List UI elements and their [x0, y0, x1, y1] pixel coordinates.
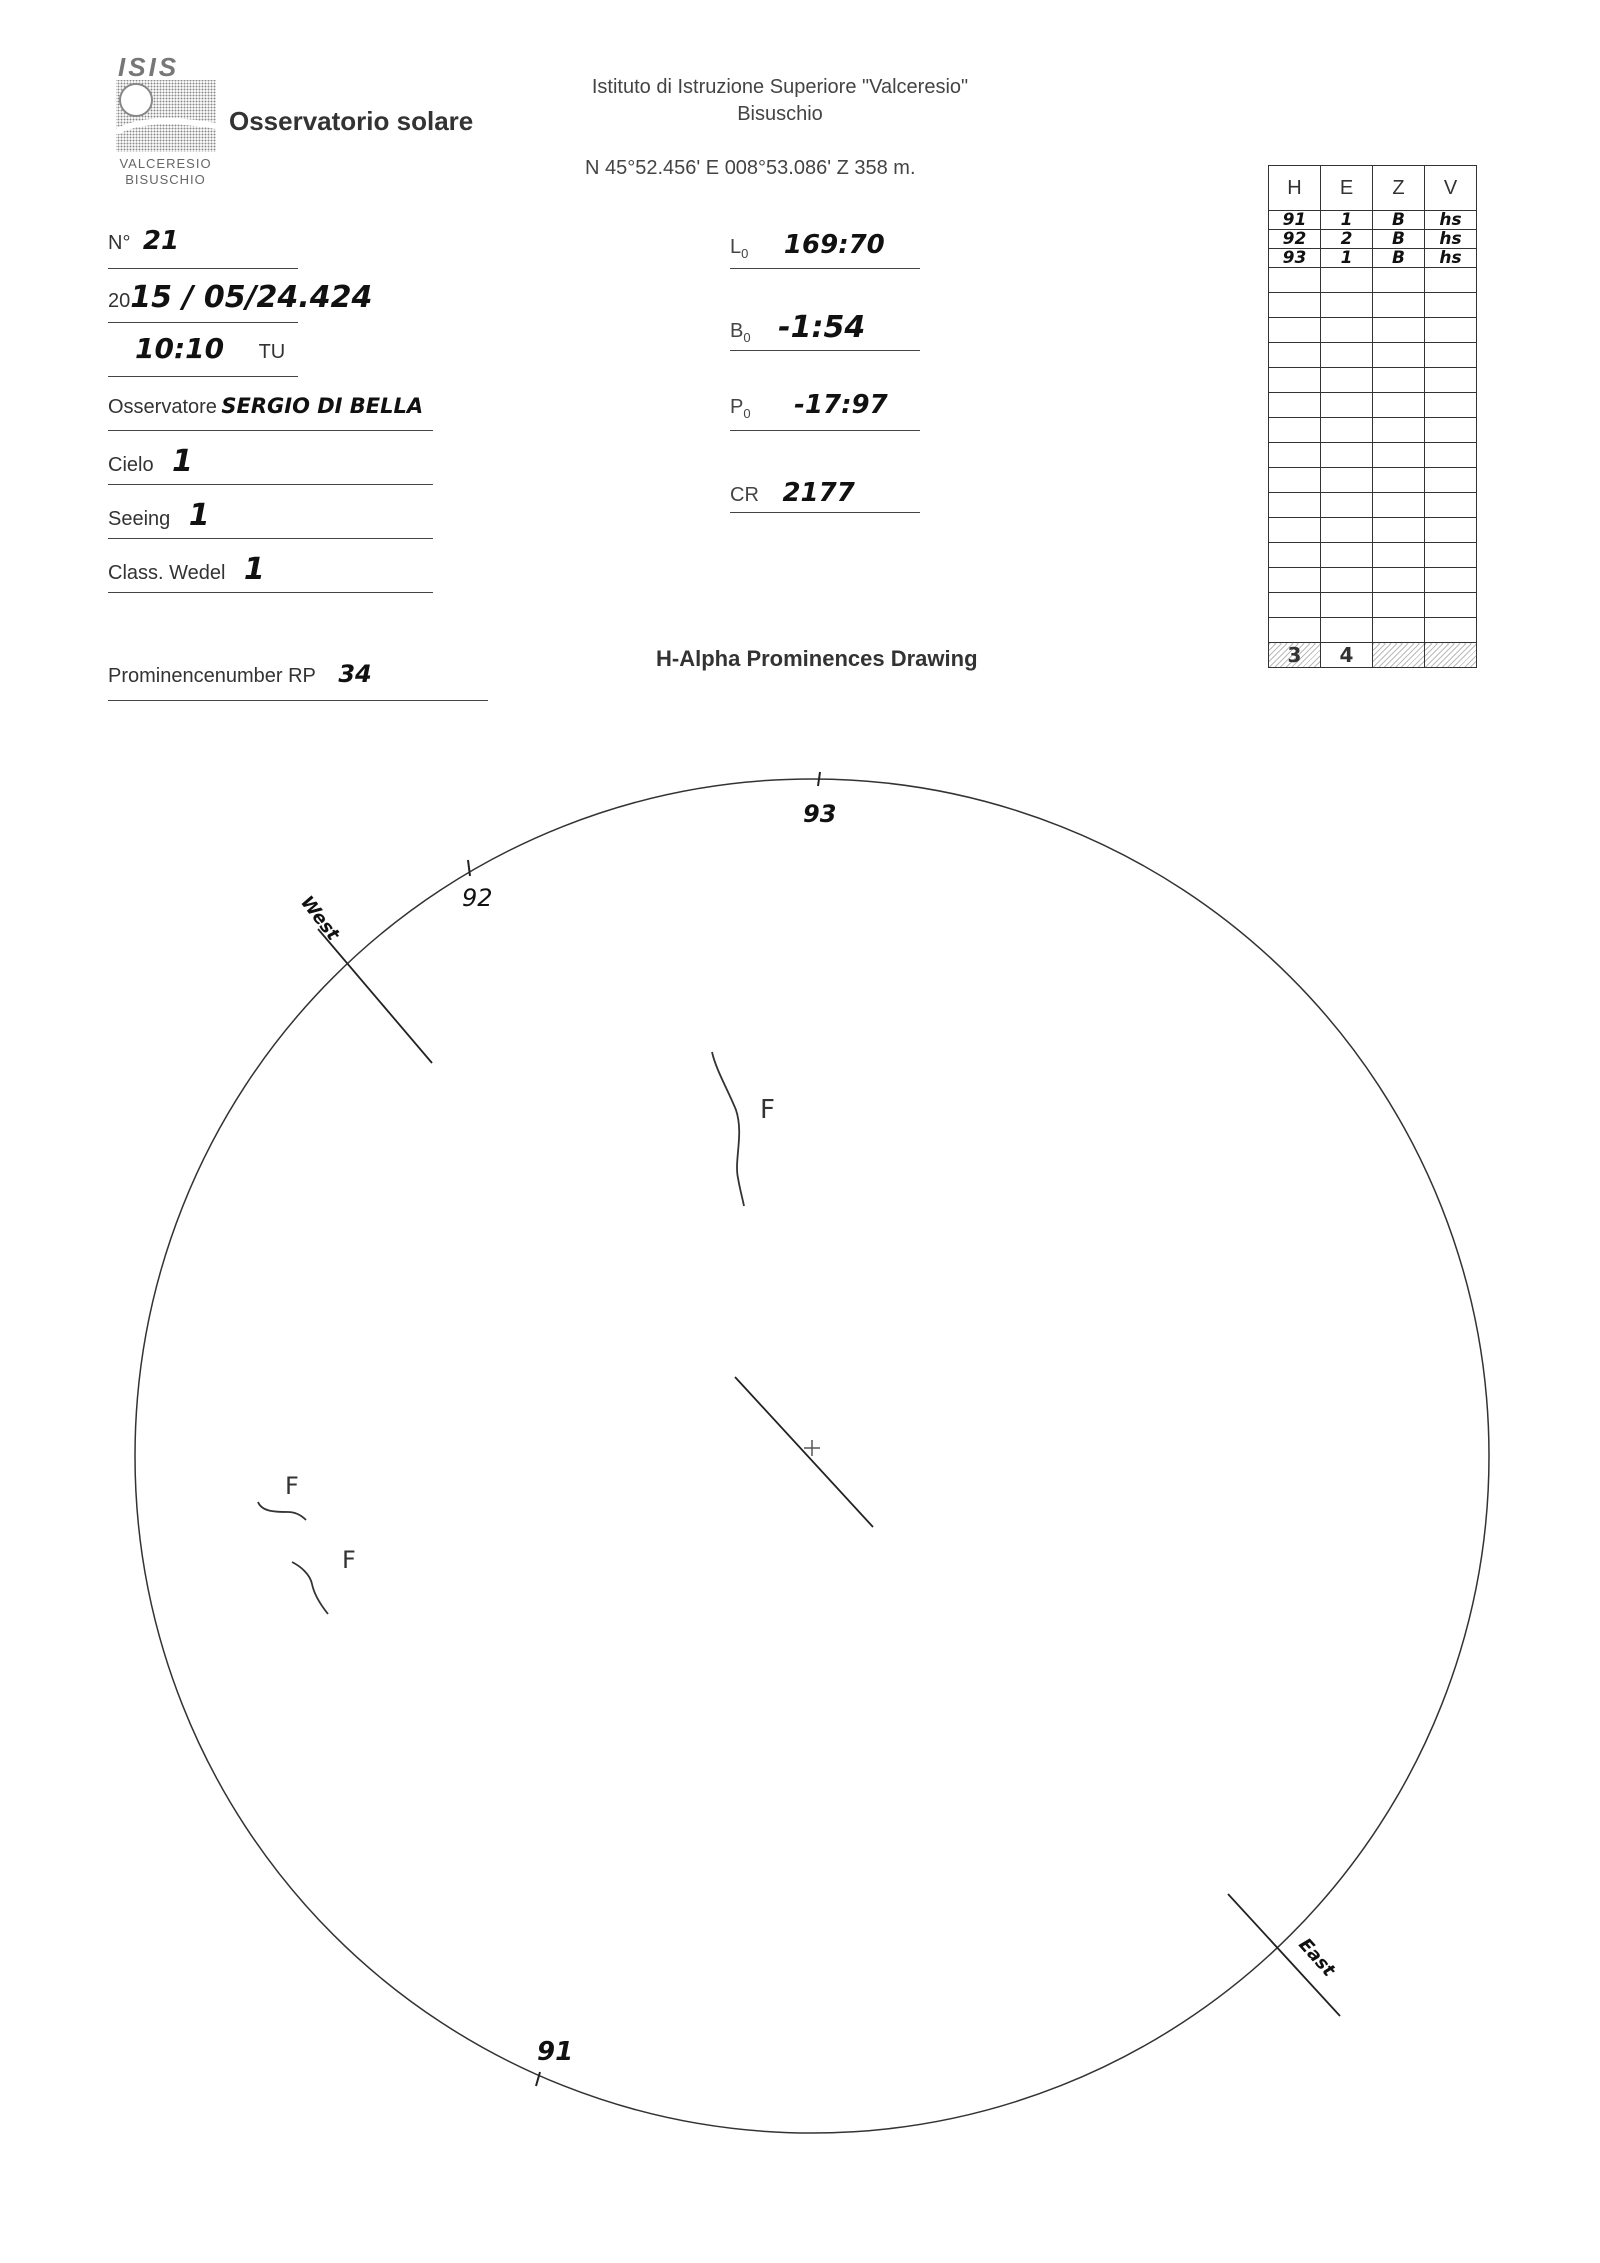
seeing-label: Seeing — [108, 508, 171, 530]
table-total-cell: 4 — [1321, 643, 1373, 668]
observatory-title: Osservatorio solare — [229, 106, 474, 136]
l0-value: 169:70 — [783, 230, 885, 260]
prominence-label-92: 92 — [462, 884, 493, 912]
prominence-label-93: 93 — [803, 800, 837, 828]
observer-value: SERGIO DI BELLA — [221, 394, 424, 418]
sky-value: 1 — [172, 444, 193, 479]
institute-town: Bisuschio — [737, 103, 823, 125]
filament — [712, 1052, 744, 1206]
table-cell: 2 — [1321, 230, 1373, 249]
logo-subtitle: VALCERESIO — [119, 156, 212, 171]
table-header: H — [1269, 166, 1321, 211]
sky-label: Cielo — [108, 454, 154, 476]
number-value: 21 — [142, 226, 180, 256]
p0-sub: 0 — [743, 406, 751, 421]
prominence-label-91: 91 — [537, 2037, 574, 2067]
l0-label: L — [730, 236, 742, 258]
prominence-label: Prominencenumber RP — [108, 665, 316, 687]
east-marker: East — [1294, 1934, 1340, 1981]
table-cell: hs — [1425, 230, 1477, 249]
table-total-cell: 3 — [1269, 643, 1321, 668]
rotation-axis-line — [735, 1377, 873, 1527]
l0-sub: 0 — [741, 246, 749, 261]
table-cell: 93 — [1269, 249, 1321, 268]
table-cell: hs — [1425, 249, 1477, 268]
date-value: 15 / 05/24.424 — [130, 280, 373, 315]
observer-label: Osservatore — [108, 396, 217, 418]
wedel-label: Class. Wedel — [108, 562, 226, 584]
filament-label: F — [342, 1546, 356, 1574]
cr-value: 2177 — [782, 478, 855, 508]
drawing-title: H-Alpha Prominences Drawing — [656, 646, 978, 671]
time-value: 10:10 — [135, 332, 225, 365]
table-cell: B — [1373, 249, 1425, 268]
number-label: N° — [108, 232, 131, 254]
table-cell: 1 — [1321, 211, 1373, 230]
b0-value: -1:54 — [778, 310, 866, 345]
table-header: E — [1321, 166, 1373, 211]
wedel-value: 1 — [243, 552, 265, 587]
filament-label: F — [285, 1472, 299, 1500]
filament — [258, 1502, 306, 1520]
filament — [292, 1562, 328, 1614]
table-cell: hs — [1425, 211, 1477, 230]
west-marker: West — [296, 892, 344, 945]
logo-subtitle: BISUSCHIO — [125, 172, 206, 187]
prominence-value: 34 — [338, 660, 372, 688]
time-unit: TU — [258, 341, 286, 363]
table-cell: B — [1373, 211, 1425, 230]
table-cell: 91 — [1269, 211, 1321, 230]
cr-label: CR — [730, 484, 759, 506]
table-cell: B — [1373, 230, 1425, 249]
seeing-value: 1 — [188, 498, 210, 533]
p0-label: P — [730, 396, 744, 418]
date-prefix: 20 — [108, 290, 131, 312]
prominence-tick-93 — [818, 772, 820, 786]
table-header: Z — [1373, 166, 1425, 211]
b0-label: B — [730, 320, 744, 342]
table-header: V — [1425, 166, 1477, 211]
p0-value: -17:97 — [794, 390, 888, 420]
institute-name: Istituto di Istruzione Superiore "Valceresio" — [591, 76, 969, 98]
filament-label: F — [760, 1095, 775, 1125]
b0-sub: 0 — [743, 330, 751, 345]
logo-text: ISIS — [118, 52, 180, 82]
west-limb-line — [318, 929, 432, 1063]
table-cell: 92 — [1269, 230, 1321, 249]
station-coordinates: N 45°52.456' E 008°53.086' Z 358 m. — [585, 157, 916, 179]
table-cell: 1 — [1321, 249, 1373, 268]
